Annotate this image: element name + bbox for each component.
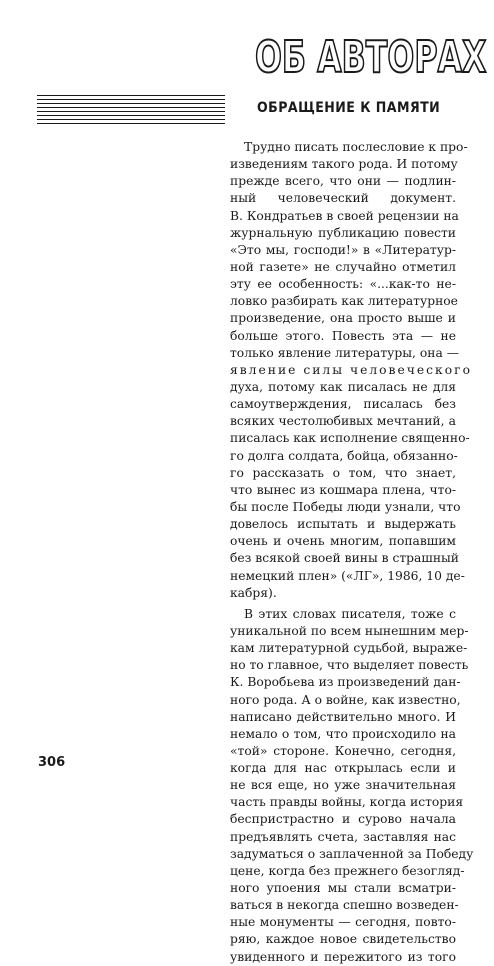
text-line: прежде всего, что они — подлин- — [230, 174, 456, 189]
text-line: очень и очень многим, попавшим — [230, 534, 456, 549]
text-line: что вынес из кошмара плена, что- — [230, 482, 456, 497]
text-line: В. Кондратьев в своей рецензии на — [230, 208, 459, 223]
rule-line — [37, 99, 225, 100]
text-line: духа, потому как писалась не для — [230, 379, 456, 394]
text-line: писалась как исполнение священно- — [230, 431, 470, 446]
text-line: ный человеческий документ. — [230, 191, 456, 206]
page-number: 306 — [38, 755, 66, 770]
text-line: ловко разбирать как литературное — [230, 294, 458, 309]
text-line: К. Воробьева из произведений дан- — [230, 675, 461, 690]
text-line: изведениям такого рода. И потому — [230, 157, 458, 172]
text-line: ного упоения мы стали всматри- — [230, 881, 456, 896]
text-line: эту ее особенность: «...как-то не- — [230, 277, 456, 292]
paragraph-1 — [230, 139, 472, 602]
text-line: только явление литературы, она — — [230, 345, 459, 360]
text-line: уникальной по всем нынешним мер- — [230, 623, 469, 638]
text-line: довелось испытать и выдержать — [230, 517, 456, 532]
text-line: ваться в некогда спешно возведен- — [230, 898, 459, 913]
text-line: «Это мы, господи!» в «Литератур- — [230, 242, 456, 257]
text-line: без всякой своей вины в страшный — [230, 551, 459, 566]
text-line: Трудно писать послесловие к про- — [244, 140, 468, 154]
decorative-rules — [37, 95, 225, 125]
paragraph-2 — [230, 606, 474, 966]
text-line: цене, когда без прежнего безогляд- — [230, 863, 465, 878]
rule-line — [37, 115, 225, 116]
article-title: ОБРАЩЕНИЕ К ПАМЯТИ — [257, 100, 441, 116]
text-line: журнальную публикацию повести — [230, 225, 456, 240]
text-line: предъявлять счета, заставляя нас — [230, 829, 456, 844]
text-line: ряю, каждое новое свидетельство — [230, 932, 456, 947]
text-line: бы после Победы люди узнали, что — [230, 499, 461, 514]
text-line: больше этого. Повесть эта — не — [230, 328, 456, 343]
text-line: кам литературной судьбой, выраже- — [230, 641, 468, 656]
text-line: увиденного и пережитого из того — [230, 949, 456, 964]
text-line: ного рода. А о войне, как известно, — [230, 692, 461, 707]
text-line: задуматься о заплаченной за Победу — [230, 846, 474, 861]
rule-line — [37, 107, 225, 108]
text-line: но то главное, что выделяет повесть — [230, 658, 469, 673]
text-line: явление силы человеческого — [230, 362, 472, 377]
text-line: немало о том, что происходило на — [230, 726, 456, 741]
rule-line — [37, 111, 225, 112]
text-line: когда для нас открылась если и — [230, 761, 456, 776]
text-line: ные монументы — сегодня, повто- — [230, 915, 456, 930]
text-line: часть правды войны, когда история — [230, 795, 464, 810]
body-text — [230, 139, 474, 966]
text-line: не вся еще, но уже значительная — [230, 778, 456, 793]
text-line: всяких честолюбивых мечтаний, а — [230, 414, 456, 429]
text-line: го долга солдата, бойца, обязанно- — [230, 448, 458, 463]
text-line: немецкий плен» («ЛГ», 1986, 10 де- — [230, 568, 465, 583]
section-heading: ОБ АВТОРАХ — [255, 32, 487, 83]
rule-line — [37, 103, 225, 104]
text-line: В этих словах писателя, тоже с — [244, 606, 456, 621]
text-line: самоутверждения, писалась без — [230, 397, 456, 412]
text-line: произведение, она просто выше и — [230, 311, 456, 326]
text-line: написано действительно много. И — [230, 709, 456, 724]
text-line: беспристрастно и сурово начала — [230, 812, 456, 827]
text-line: «той» стороне. Конечно, сегодня, — [230, 743, 456, 758]
text-line: го рассказать о том, что знает, — [230, 465, 456, 480]
text-line: ной газете» не случайно отметил — [230, 259, 456, 274]
rule-line — [37, 119, 225, 120]
text-line: кабря). — [230, 585, 277, 600]
rule-line — [37, 123, 225, 124]
rule-line — [37, 95, 225, 96]
